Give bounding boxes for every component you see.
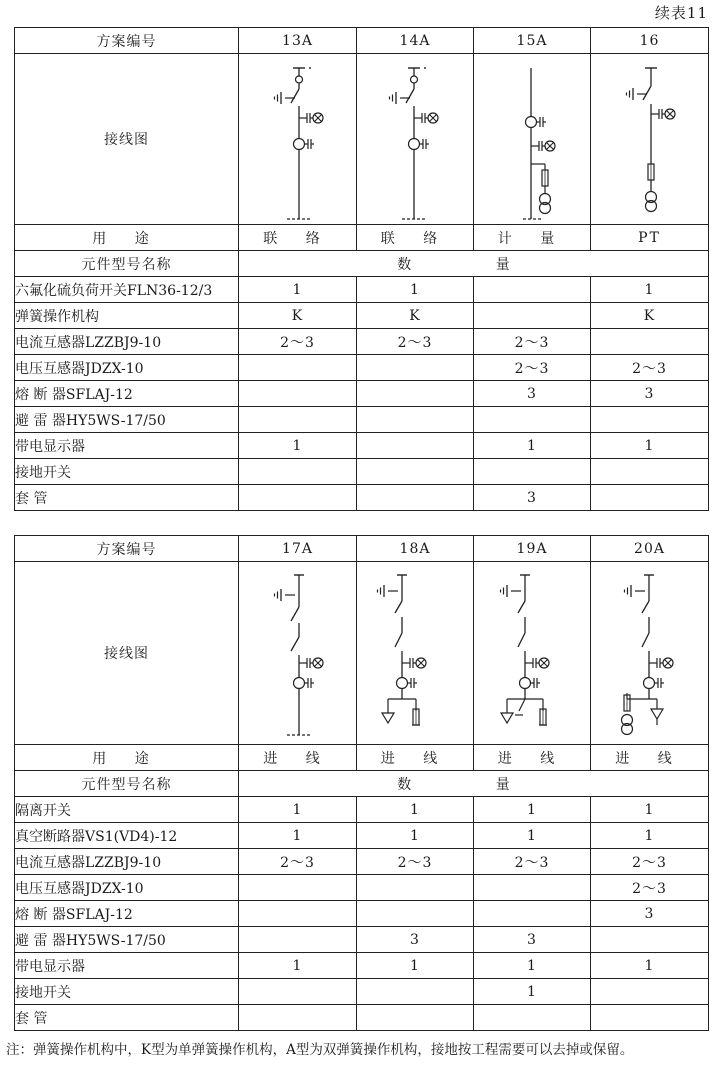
component-name: 电压互感器JDZX-10 <box>15 355 239 381</box>
wiring-diagram-18a-svg <box>360 565 470 741</box>
component-row <box>15 979 709 1005</box>
quantity-cell <box>474 459 591 485</box>
scheme-20a: 20A <box>591 536 709 562</box>
wiring-diagram-19a-svg <box>477 565 587 741</box>
component-row <box>15 459 709 485</box>
component-name: 套 管 <box>15 485 239 511</box>
usage-17a: 进 线 <box>239 745 357 771</box>
quantity-cell <box>591 459 709 485</box>
scheme-18a: 18A <box>357 536 474 562</box>
quantity-cell: 1 <box>591 953 709 979</box>
scheme-table-1 <box>14 27 709 511</box>
wiring-diagram-row <box>15 54 709 225</box>
usage-13a: 联 络 <box>239 225 357 251</box>
quantity-cell <box>239 927 357 953</box>
component-label: 元件型号名称 <box>15 771 239 797</box>
quantity-cell <box>474 303 591 329</box>
quantity-cell: 2～3 <box>474 329 591 355</box>
quantity-cell: 2～3 <box>591 355 709 381</box>
quantity-cell: 2～3 <box>357 849 474 875</box>
usage-14a: 联 络 <box>357 225 474 251</box>
quantity-cell: 2～3 <box>239 849 357 875</box>
usage-15a: 计 量 <box>474 225 591 251</box>
quantity-cell <box>239 459 357 485</box>
quantity-cell: 3 <box>474 927 591 953</box>
component-name: 避 雷 器HY5WS-17/50 <box>15 927 239 953</box>
component-row <box>15 355 709 381</box>
wiring-diagram-15a-svg <box>477 54 587 224</box>
quantity-cell: 1 <box>239 823 357 849</box>
scheme-15a: 15A <box>474 28 591 54</box>
component-name: 弹簧操作机构 <box>15 303 239 329</box>
component-name: 电流互感器LZZBJ9-10 <box>15 329 239 355</box>
scheme-table-2 <box>14 535 709 1031</box>
quantity-cell: 1 <box>474 823 591 849</box>
quantity-cell <box>591 979 709 1005</box>
quantity-cell: 2～3 <box>357 329 474 355</box>
wiring-diagram-17a <box>239 562 357 745</box>
quantity-cell: 3 <box>591 901 709 927</box>
scheme-13a: 13A <box>239 28 357 54</box>
quantity-cell <box>239 355 357 381</box>
component-name: 带电显示器 <box>15 953 239 979</box>
wiring-diagram-19a <box>474 562 591 745</box>
component-name: 避 雷 器HY5WS-17/50 <box>15 407 239 433</box>
component-row <box>15 407 709 433</box>
component-name: 电压互感器JDZX-10 <box>15 875 239 901</box>
usage-16: PT <box>591 225 709 251</box>
quantity-cell: 1 <box>474 953 591 979</box>
scheme-17a: 17A <box>239 536 357 562</box>
component-name: 电流互感器LZZBJ9-10 <box>15 849 239 875</box>
component-name: 套 管 <box>15 1005 239 1031</box>
component-name: 六氟化硫负荷开关FLN36-12/3 <box>15 277 239 303</box>
component-header-row <box>15 771 709 797</box>
wiring-diagram-13a-svg <box>243 54 353 224</box>
wiring-diagram-20a <box>591 562 709 745</box>
usage-label: 用 途 <box>15 745 239 771</box>
quantity-cell: 1 <box>239 953 357 979</box>
component-name: 熔 断 器SFLAJ-12 <box>15 901 239 927</box>
component-name: 带电显示器 <box>15 433 239 459</box>
quantity-cell: 1 <box>239 277 357 303</box>
quantity-cell <box>357 433 474 459</box>
quantity-cell <box>591 407 709 433</box>
component-row <box>15 901 709 927</box>
quantity-cell <box>474 901 591 927</box>
scheme-19a: 19A <box>474 536 591 562</box>
quantity-cell: K <box>239 303 357 329</box>
quantity-cell: 1 <box>591 797 709 823</box>
quantity-cell: 1 <box>474 797 591 823</box>
quantity-cell: 1 <box>474 433 591 459</box>
quantity-cell <box>474 1005 591 1031</box>
quantity-cell: 2～3 <box>474 355 591 381</box>
wiring-diagram-16 <box>591 54 709 225</box>
quantity-cell: 1 <box>591 823 709 849</box>
usage-19a: 进 线 <box>474 745 591 771</box>
wiring-diagram-13a <box>239 54 357 225</box>
quantity-cell: 1 <box>474 979 591 1005</box>
quantity-cell <box>357 485 474 511</box>
component-name: 隔离开关 <box>15 797 239 823</box>
quantity-cell <box>357 979 474 1005</box>
quantity-cell: 3 <box>474 485 591 511</box>
quantity-cell <box>357 355 474 381</box>
quantity-cell: 2～3 <box>591 849 709 875</box>
quantity-cell <box>239 901 357 927</box>
component-row <box>15 1005 709 1031</box>
quantity-cell <box>357 1005 474 1031</box>
quantity-cell <box>591 485 709 511</box>
quantity-cell <box>357 459 474 485</box>
continued-table-label: 续表11 <box>654 4 708 22</box>
quantity-cell: 1 <box>591 277 709 303</box>
quantity-cell: 1 <box>357 823 474 849</box>
component-row <box>15 875 709 901</box>
quantity-cell: K <box>357 303 474 329</box>
quantity-cell: K <box>591 303 709 329</box>
usage-20a: 进 线 <box>591 745 709 771</box>
component-row <box>15 823 709 849</box>
scheme-16: 16 <box>591 28 709 54</box>
wiring-diagram-label: 接线图 <box>15 54 239 225</box>
component-row <box>15 927 709 953</box>
usage-18a: 进 线 <box>357 745 474 771</box>
quantity-label: 数 量 <box>239 251 709 277</box>
component-row <box>15 433 709 459</box>
component-row <box>15 329 709 355</box>
quantity-cell <box>239 979 357 1005</box>
quantity-cell <box>239 875 357 901</box>
quantity-cell: 3 <box>474 381 591 407</box>
footnote: 注：弹簧操作机构中，K型为单弹簧操作机构，A型为双弹簧操作机构，接地按工程需要可以去掉或保留。 <box>6 1042 634 1058</box>
quantity-cell <box>591 1005 709 1031</box>
quantity-cell <box>239 407 357 433</box>
scheme-number-row <box>15 28 709 54</box>
component-header-row <box>15 251 709 277</box>
usage-label: 用 途 <box>15 225 239 251</box>
quantity-cell: 1 <box>357 277 474 303</box>
wiring-diagram-14a-svg <box>360 54 470 224</box>
component-row <box>15 277 709 303</box>
quantity-cell: 1 <box>357 953 474 979</box>
quantity-cell: 1 <box>357 797 474 823</box>
component-name: 真空断路器VS1(VD4)-12 <box>15 823 239 849</box>
quantity-cell <box>239 381 357 407</box>
quantity-cell: 2～3 <box>591 875 709 901</box>
quantity-cell <box>239 485 357 511</box>
scheme-number-row <box>15 536 709 562</box>
quantity-cell <box>357 407 474 433</box>
wiring-diagram-14a <box>357 54 474 225</box>
component-name: 接地开关 <box>15 979 239 1005</box>
usage-row <box>15 745 709 771</box>
scheme-14a: 14A <box>357 28 474 54</box>
component-row <box>15 303 709 329</box>
quantity-label: 数 量 <box>239 771 709 797</box>
quantity-cell: 2～3 <box>239 329 357 355</box>
component-row <box>15 381 709 407</box>
quantity-cell <box>591 927 709 953</box>
quantity-cell: 1 <box>239 797 357 823</box>
wiring-diagram-15a <box>474 54 591 225</box>
quantity-cell: 2～3 <box>474 849 591 875</box>
wiring-diagram-17a-svg <box>243 565 353 741</box>
quantity-cell <box>357 901 474 927</box>
usage-row <box>15 225 709 251</box>
quantity-cell: 1 <box>239 433 357 459</box>
component-row <box>15 485 709 511</box>
wiring-diagram-20a-svg <box>595 565 705 741</box>
wiring-diagram-label: 接线图 <box>15 562 239 745</box>
component-label: 元件型号名称 <box>15 251 239 277</box>
quantity-cell: 1 <box>591 433 709 459</box>
quantity-cell <box>357 875 474 901</box>
quantity-cell <box>474 407 591 433</box>
component-row <box>15 797 709 823</box>
wiring-diagram-16-svg <box>595 54 705 224</box>
quantity-cell <box>357 381 474 407</box>
component-row <box>15 849 709 875</box>
scheme-number-label: 方案编号 <box>15 28 239 54</box>
wiring-diagram-18a <box>357 562 474 745</box>
scheme-number-label: 方案编号 <box>15 536 239 562</box>
quantity-cell: 3 <box>591 381 709 407</box>
quantity-cell <box>474 875 591 901</box>
quantity-cell: 3 <box>357 927 474 953</box>
component-name: 熔 断 器SFLAJ-12 <box>15 381 239 407</box>
wiring-diagram-row <box>15 562 709 745</box>
quantity-cell <box>591 329 709 355</box>
quantity-cell <box>474 277 591 303</box>
component-name: 接地开关 <box>15 459 239 485</box>
component-row <box>15 953 709 979</box>
quantity-cell <box>239 1005 357 1031</box>
